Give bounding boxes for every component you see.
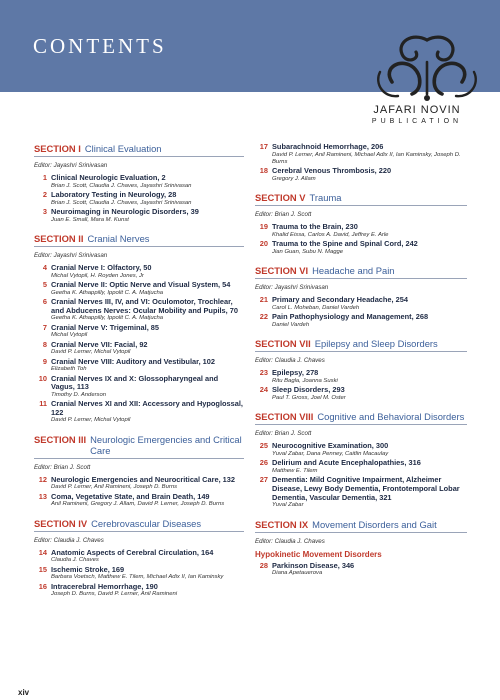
chapter-number: 27 <box>259 475 268 485</box>
section-heading <box>255 519 467 533</box>
section-editor: Editor: Claudia J. Chaves <box>34 536 104 544</box>
section-editor: Editor: Jayashri Srinivasan <box>34 162 108 169</box>
entry-body <box>51 174 244 190</box>
chapter-number: 22 <box>259 312 268 322</box>
section-label: SECTION IV <box>34 517 88 529</box>
toc-entry[interactable] <box>255 459 467 475</box>
entry-body <box>51 583 244 599</box>
chapter-number: 26 <box>259 458 268 468</box>
toc-entry[interactable] <box>34 476 244 492</box>
section-heading <box>255 411 467 425</box>
entry-body <box>272 442 467 458</box>
section-heading <box>34 434 244 459</box>
chapter-title: Cranial Nerve VIII: Auditory and Vestibular, 102 <box>51 356 216 366</box>
chapter-title: Anatomic Aspects of Cerebral Circulation, 164 <box>51 547 214 557</box>
chapter-number: 16 <box>38 581 47 591</box>
section-editor: Editor: Jayashri Srinivasan <box>255 284 329 292</box>
toc-entry[interactable] <box>255 442 467 458</box>
toc-entry[interactable] <box>34 400 244 425</box>
left-column <box>34 143 244 600</box>
toc-entry[interactable] <box>255 369 467 385</box>
page-title: CONTENTS <box>33 34 167 58</box>
chapter-title: Trauma to the Spine and Spinal Cord, 242 <box>272 239 418 249</box>
chapter-authors: Geetha K. Athappilly, Ippolit C. A. Matjucha <box>51 315 164 322</box>
toc-entry[interactable] <box>255 240 467 256</box>
section-title: Cranial Nerves <box>87 233 150 244</box>
entry-body <box>51 358 244 374</box>
toc-section <box>255 265 467 329</box>
toc-entry[interactable] <box>34 341 244 357</box>
toc-entry[interactable] <box>255 476 467 509</box>
chapter-authors: Ritu Bagla, Joanna Suski <box>272 378 338 384</box>
section-label: SECTION I <box>34 143 81 154</box>
toc-section <box>255 338 467 402</box>
toc-entry[interactable] <box>255 143 467 166</box>
chapter-authors: David P. Lerner, Michal Vytopil <box>51 417 131 424</box>
chapter-number: 18 <box>259 166 268 176</box>
entry-body <box>51 191 244 207</box>
chapter-title: Neurocognitive Examination, 300 <box>272 441 389 451</box>
toc-entry[interactable] <box>34 375 244 400</box>
continued-entries <box>255 143 467 183</box>
entry-body <box>51 208 244 224</box>
entry-body <box>272 240 467 256</box>
toc-section <box>34 233 244 425</box>
toc-entry[interactable] <box>34 281 244 297</box>
toc-entry[interactable] <box>255 562 467 578</box>
chapter-authors: Michal Vytopil, H. Royden Jones, Jr <box>51 272 144 279</box>
toc-entry[interactable] <box>34 264 244 280</box>
chapter-authors: Gregory J. Allam <box>272 176 316 182</box>
right-column <box>255 143 467 579</box>
chapter-authors: Anil Ramineni, Gregory J. Allam, David P. Lerner, Joseph D. Burns <box>51 501 225 508</box>
section-subheading: Hypokinetic Movement Disorders <box>255 549 382 559</box>
chapter-number: 1 <box>42 173 47 182</box>
chapter-authors: David P. Lerner, Anil Ramineni, Michael Adix II, Ian Kaminsky, Joseph D. Burns <box>272 151 461 165</box>
toc-entry[interactable] <box>34 493 244 509</box>
entry-body <box>272 476 467 509</box>
publisher-brand <box>352 104 482 125</box>
entry-body <box>51 493 244 509</box>
chapter-title: Epilepsy, 278 <box>272 368 319 378</box>
toc-section <box>34 143 244 224</box>
entry-body <box>51 324 244 340</box>
toc-entry[interactable] <box>34 208 244 224</box>
entry-body <box>51 341 244 357</box>
section-heading <box>255 338 467 352</box>
chapter-title: Trauma to the Brain, 230 <box>272 222 358 232</box>
chapter-title: Subarachnoid Hemorrhage, 206 <box>272 142 384 151</box>
entry-body <box>51 264 244 280</box>
chapter-authors: Joseph D. Burns, David P. Lerner, Anil Ramineni <box>51 591 178 598</box>
chapter-authors: Timothy D. Anderson <box>51 391 107 398</box>
brand-name: JAFARI NOVIN <box>373 104 461 116</box>
section-heading <box>34 233 244 247</box>
chapter-authors: Yuval Zabar, Dana Penney, Caitlin Macaulay <box>272 451 389 457</box>
section-title: Movement Disorders and Gait <box>312 518 437 530</box>
section-heading <box>34 143 244 157</box>
toc-section <box>255 192 467 256</box>
toc-section <box>34 518 244 599</box>
chapter-title: Cranial Nerve V: Trigeminal, 85 <box>51 322 160 332</box>
toc-entry[interactable] <box>34 174 244 190</box>
chapter-title: Neurologic Emergencies and Neurocritical Care, 132 <box>51 474 236 484</box>
toc-entry[interactable] <box>255 296 467 312</box>
section-heading <box>34 518 244 532</box>
chapter-number: 6 <box>42 297 47 306</box>
chapter-authors: Barbara Voetsch, Matthew E. Tilem, Michael Adix II, Ian Kaminsky <box>51 574 224 581</box>
chapter-number: 11 <box>39 399 47 409</box>
chapter-title: Clinical Neurologic Evaluation, 2 <box>51 173 166 182</box>
chapter-number: 17 <box>259 142 268 151</box>
chapter-title: Cranial Nerves IX and X: Glossopharyngeal and Vagus, 113 <box>51 373 219 392</box>
chapter-authors: Brian J. Scott, Claudia J. Chaves, Jayashri Srinivasan <box>51 182 192 189</box>
chapter-authors: David P. Lerner, Michal Vytopil <box>51 349 131 356</box>
section-title: Epilepsy and Sleep Disorders <box>314 338 438 350</box>
entry-body <box>51 566 244 582</box>
toc-entry[interactable] <box>34 298 244 323</box>
entry-body <box>272 143 467 166</box>
chapter-title: Cranial Nerve VII: Facial, 92 <box>51 339 148 349</box>
chapter-authors: Daniel Vardeh <box>272 322 310 328</box>
chapter-authors: Matthew E. Tilem <box>272 468 318 474</box>
entry-body <box>272 223 467 239</box>
entry-body <box>51 281 244 297</box>
chapter-title: Delirium and Acute Encephalopathies, 316 <box>272 458 421 468</box>
section-editor: Editor: Brian J. Scott <box>34 463 91 471</box>
chapter-number: 20 <box>259 239 268 249</box>
toc-entry[interactable] <box>255 167 467 183</box>
chapter-number: 9 <box>42 356 47 366</box>
section-title: Neurologic Emergencies and Critical Care <box>90 433 242 456</box>
chapter-authors: Yuval Zabar <box>272 502 304 509</box>
toc-entry[interactable] <box>34 191 244 207</box>
chapter-title: Cranial Nerve II: Optic Nerve and Visual System, 54 <box>51 280 231 289</box>
section-title: Clinical Evaluation <box>84 143 162 154</box>
entry-body <box>272 562 467 578</box>
entry-body <box>51 549 244 565</box>
chapter-authors: Michal Vytopil <box>51 332 88 339</box>
section-label: SECTION V <box>255 192 306 204</box>
section-title: Cerebrovascular Diseases <box>91 517 202 529</box>
chapter-authors: Juan E. Small, Mara M. Kunst <box>51 216 129 223</box>
entry-body <box>272 386 467 402</box>
chapter-number: 4 <box>42 263 47 272</box>
chapter-number: 25 <box>259 441 268 451</box>
entry-body <box>51 298 244 323</box>
entry-body <box>272 167 467 183</box>
section-label: SECTION III <box>34 433 87 445</box>
publisher-logo <box>372 32 482 104</box>
section-label: SECTION VIII <box>255 411 314 423</box>
chapter-authors: Carol L. Moheban, Daniel Vardeh <box>272 305 360 311</box>
chapter-authors: Brian J. Scott, Claudia J. Chaves, Jayashri Srinivasan <box>51 199 192 206</box>
chapter-number: 7 <box>42 322 47 332</box>
chapter-title: Cerebral Venous Thrombosis, 220 <box>272 166 392 176</box>
chapter-number: 13 <box>38 491 47 501</box>
chapter-title: Intracerebral Hemorrhage, 190 <box>51 581 158 591</box>
chapter-title: Primary and Secondary Headache, 254 <box>272 295 408 305</box>
entry-body <box>51 375 244 400</box>
toc-entry[interactable] <box>255 223 467 239</box>
brand-subtitle: PUBLICATION <box>371 118 463 125</box>
section-editor: Editor: Brian J. Scott <box>255 211 312 219</box>
chapter-number: 8 <box>42 339 47 349</box>
chapter-number: 28 <box>259 560 268 570</box>
chapter-number: 5 <box>42 280 47 289</box>
section-heading <box>255 265 467 279</box>
entry-body <box>51 476 244 492</box>
chapter-number: 10 <box>38 373 47 383</box>
chapter-number: 3 <box>42 207 47 216</box>
chapter-number: 15 <box>38 564 47 574</box>
entry-body <box>272 459 467 475</box>
entry-body <box>272 296 467 312</box>
chapter-number: 23 <box>259 368 268 378</box>
section-label: SECTION VI <box>255 265 309 277</box>
chapter-authors: Paul T. Gross, Joel M. Oster <box>272 395 346 401</box>
section-label: SECTION VII <box>255 338 311 350</box>
chapter-authors: Jian Guan, Subu N. Magge <box>272 249 344 255</box>
chapter-title: Cranial Nerves III, IV, and VI: Oculomotor, Trochlear, and Abducens Nerves: Ocular Mobility and Pupils, 70 <box>51 297 238 315</box>
entry-body <box>272 313 467 329</box>
chapter-number: 24 <box>259 385 268 395</box>
chapter-title: Parkinson Disease, 346 <box>272 560 355 570</box>
entry-body <box>272 369 467 385</box>
toc-section <box>34 434 244 509</box>
page-number: xiv <box>18 688 30 697</box>
chapter-authors: Geetha K. Athappilly, Ippolit C. A. Matjucha <box>51 289 164 296</box>
section-title: Headache and Pain <box>312 265 395 277</box>
chapter-authors: Claudia J. Chaves <box>51 557 99 564</box>
toc-section <box>255 519 467 578</box>
chapter-title: Coma, Vegetative State, and Brain Death, 149 <box>51 491 210 501</box>
chapter-title: Laboratory Testing in Neurology, 28 <box>51 190 177 199</box>
chapter-number: 14 <box>38 547 47 557</box>
chapter-authors: Khalid Eissa, Carlos A. David, Jeffrey E. Arle <box>272 232 389 238</box>
chapter-title: Cranial Nerve I: Olfactory, 50 <box>51 263 152 272</box>
toc-entry[interactable] <box>255 386 467 402</box>
toc-entry[interactable] <box>34 324 244 340</box>
section-editor: Editor: Jayashri Srinivasan <box>34 252 108 259</box>
section-label: SECTION IX <box>255 518 309 530</box>
toc-entry[interactable] <box>255 313 467 329</box>
chapter-number: 2 <box>42 190 47 199</box>
chapter-title: Cranial Nerves XI and XII: Accessory and Hypoglossal, 122 <box>51 399 243 417</box>
chapter-authors: Diana Apetauerova <box>272 570 323 577</box>
chapter-number: 21 <box>259 295 268 305</box>
chapter-title: Pain Pathophysiology and Management, 268 <box>272 312 429 322</box>
section-heading <box>255 192 467 206</box>
section-editor: Editor: Brian J. Scott <box>255 430 312 438</box>
chapter-title: Dementia: Mild Cognitive Impairment, Alzheimer Disease, Lewy Body Dementia, Frontotemporal Lobar Dementia, Vascular Dementia, 321 <box>272 475 460 502</box>
section-title: Trauma <box>309 192 342 204</box>
chapter-title: Sleep Disorders, 293 <box>272 385 345 395</box>
chapter-title: Ischemic Stroke, 169 <box>51 564 125 574</box>
section-editor: Editor: Claudia J. Chaves <box>255 357 325 365</box>
chapter-number: 19 <box>259 222 268 232</box>
section-label: SECTION II <box>34 233 84 244</box>
toc-entry[interactable] <box>34 583 244 599</box>
section-editor: Editor: Claudia J. Chaves <box>255 537 325 545</box>
toc-section <box>255 411 467 509</box>
entry-body <box>51 400 244 425</box>
section-title: Cognitive and Behavioral Disorders <box>317 411 465 423</box>
chapter-authors: Elizabeth Toh <box>51 366 87 373</box>
chapter-authors: David P. Lerner, Anil Ramineni, Joseph D. Burns <box>51 484 178 491</box>
toc-entry[interactable] <box>34 566 244 582</box>
toc-entry[interactable] <box>34 549 244 565</box>
toc-entry[interactable] <box>34 358 244 374</box>
chapter-number: 12 <box>38 474 47 484</box>
chapter-title: Neuroimaging in Neurologic Disorders, 39 <box>51 207 199 216</box>
